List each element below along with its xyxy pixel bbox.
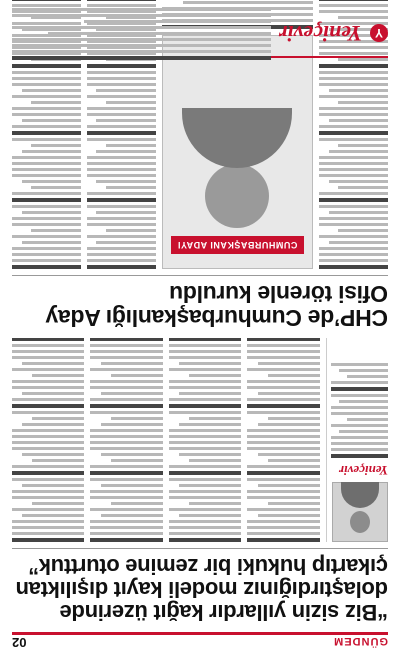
text-line — [87, 83, 156, 86]
text-line — [258, 362, 320, 365]
text-line — [22, 89, 81, 92]
text-line — [12, 107, 81, 110]
text-line — [91, 520, 164, 523]
text-line — [319, 174, 388, 177]
text-line — [91, 490, 164, 493]
text-line — [101, 484, 163, 487]
text-line — [268, 459, 320, 462]
text-line — [96, 211, 155, 214]
section-header — [12, 632, 388, 655]
text-line — [339, 400, 388, 403]
text-line — [91, 356, 164, 359]
text-line — [331, 406, 388, 409]
text-line — [12, 344, 85, 347]
text-line — [12, 0, 81, 1]
text-line — [338, 144, 388, 147]
text-line — [31, 101, 81, 104]
text-line — [91, 338, 164, 341]
text-line — [12, 356, 85, 359]
text-line — [248, 356, 321, 359]
text-line — [339, 369, 388, 372]
text-line — [331, 363, 388, 366]
text-line — [91, 532, 164, 535]
text-line — [319, 0, 388, 1]
text-line — [12, 156, 81, 159]
text-line — [248, 520, 321, 523]
text-line — [258, 484, 320, 487]
text-line — [189, 459, 241, 462]
text-line — [96, 241, 155, 244]
text-line — [91, 380, 164, 383]
text-line — [106, 101, 156, 104]
text-line — [91, 404, 164, 408]
text-line — [319, 235, 388, 238]
text-line — [87, 235, 156, 238]
imprint-text — [12, 6, 271, 61]
text-line — [248, 344, 321, 347]
text-line — [319, 77, 388, 80]
text-line — [331, 394, 388, 397]
text-line — [87, 156, 156, 159]
text-line — [331, 454, 388, 458]
text-line — [12, 162, 81, 165]
text-line — [258, 453, 320, 456]
text-line — [248, 526, 321, 529]
text-line — [329, 150, 388, 153]
main-headline: CHP’de Cumhurbaşkanlığı Aday Ofisi törenle kuruldu — [45, 281, 388, 331]
text-line — [169, 490, 242, 493]
text-line — [331, 436, 388, 439]
text-line — [319, 71, 388, 74]
photo-figure — [205, 164, 269, 228]
text-line — [87, 192, 156, 195]
text-line — [169, 447, 242, 450]
text-line — [319, 83, 388, 86]
text-line — [12, 380, 85, 383]
text-line — [87, 259, 156, 262]
text-line — [248, 538, 321, 542]
text-line — [12, 45, 271, 48]
text-line — [319, 4, 388, 7]
text-line — [96, 150, 155, 153]
text-line — [12, 83, 81, 86]
text-line — [22, 362, 84, 365]
text-line — [12, 404, 85, 408]
text-line — [169, 435, 242, 438]
text-line — [169, 471, 242, 475]
text-line — [169, 350, 242, 353]
text-line — [319, 64, 388, 68]
text-line — [258, 423, 320, 426]
text-line — [106, 186, 156, 189]
text-line — [12, 478, 85, 481]
text-line — [87, 71, 156, 74]
text-line — [179, 392, 241, 395]
text-line — [12, 235, 81, 238]
text-line — [12, 471, 85, 475]
text-line — [338, 58, 388, 61]
text-line — [87, 107, 156, 110]
divider — [12, 548, 388, 549]
text-line — [87, 95, 156, 98]
text-line — [106, 144, 156, 147]
text-line — [12, 520, 85, 523]
text-line — [319, 265, 388, 269]
text-line — [248, 435, 321, 438]
brand-name: Yeniçevir — [278, 21, 362, 46]
text-line — [91, 508, 164, 511]
text-line — [169, 538, 242, 542]
text-line — [248, 368, 321, 371]
text-line — [91, 471, 164, 475]
text-line — [338, 229, 388, 232]
text-line — [319, 205, 388, 208]
text-line — [32, 417, 84, 420]
divider — [12, 275, 388, 276]
text-line — [91, 465, 164, 468]
text-line — [319, 223, 388, 226]
text-line — [91, 496, 164, 499]
text-line — [331, 448, 388, 451]
text-line — [169, 526, 242, 529]
text-line — [22, 150, 81, 153]
text-line — [189, 374, 241, 377]
text-line — [12, 71, 81, 74]
text-line — [319, 198, 388, 202]
text-line — [12, 27, 271, 30]
text-line — [189, 417, 241, 420]
text-line — [169, 398, 242, 401]
text-line — [12, 435, 85, 438]
text-line — [169, 411, 242, 414]
text-line — [22, 211, 81, 214]
text-line — [12, 398, 85, 401]
text-line — [22, 484, 84, 487]
text-line — [12, 386, 85, 389]
text-line — [12, 9, 271, 12]
text-line — [12, 265, 81, 269]
text-line — [329, 119, 388, 122]
text-line — [12, 95, 81, 98]
text-line — [329, 180, 388, 183]
text-line — [169, 532, 242, 535]
text-line — [12, 198, 81, 202]
text-line — [248, 441, 321, 444]
photo-figure-body — [182, 108, 292, 168]
text-line — [248, 404, 321, 408]
top-story — [12, 338, 388, 542]
text-line — [189, 502, 241, 505]
text-line — [258, 514, 320, 517]
text-line — [12, 77, 81, 80]
text-line — [12, 350, 85, 353]
text-line — [91, 411, 164, 414]
text-line — [87, 77, 156, 80]
sidebar-column — [326, 338, 388, 542]
sidebar-brand: Yeniçevir — [338, 463, 388, 478]
text-line — [169, 338, 242, 341]
text-line — [12, 205, 81, 208]
text-line — [12, 64, 81, 68]
text-line — [319, 156, 388, 159]
text-line — [248, 398, 321, 401]
text-line — [22, 392, 84, 395]
text-line — [101, 514, 163, 517]
text-line — [22, 119, 81, 122]
text-line — [183, 1, 313, 4]
text-line — [87, 168, 156, 171]
brand-logo-icon: Y — [370, 24, 388, 42]
text-line — [32, 374, 84, 377]
text-line — [12, 174, 81, 177]
text-line — [31, 229, 81, 232]
text-line — [12, 39, 271, 42]
text-line — [111, 502, 163, 505]
text-line — [12, 259, 81, 262]
text-line — [87, 217, 156, 220]
text-line — [12, 168, 81, 171]
text-line — [169, 356, 242, 359]
text-line — [12, 429, 85, 432]
text-line — [12, 465, 85, 468]
text-line — [91, 398, 164, 401]
text-line — [12, 125, 81, 128]
text-line — [12, 538, 85, 542]
text-line — [22, 180, 81, 183]
text-line — [87, 247, 156, 250]
text-line — [169, 429, 242, 432]
text-line — [12, 490, 85, 493]
text-line — [87, 223, 156, 226]
text-line — [12, 113, 81, 116]
text-line — [12, 192, 81, 195]
text-line — [331, 412, 388, 415]
text-line — [91, 441, 164, 444]
text-line — [319, 95, 388, 98]
text-line — [319, 247, 388, 250]
masthead — [12, 10, 388, 58]
text-line — [258, 392, 320, 395]
text-line — [111, 417, 163, 420]
text-line — [248, 471, 321, 475]
text-line — [111, 374, 163, 377]
text-line — [331, 387, 388, 391]
text-line — [96, 119, 155, 122]
page-content — [12, 10, 388, 655]
text-line — [12, 508, 85, 511]
text-line — [248, 508, 321, 511]
text-line — [22, 423, 84, 426]
text-line — [248, 465, 321, 468]
top-headline: “Biz sizin yıllardır kağıt üzerinde dolaştırdığınız modeli kayıt dışılıktan çıkartıp hukuki bir zemine oturttuk” — [15, 554, 388, 625]
text-line — [101, 362, 163, 365]
text-line — [169, 508, 242, 511]
text-line — [319, 253, 388, 256]
text-line — [32, 459, 84, 462]
text-line — [169, 344, 242, 347]
text-line — [12, 447, 85, 450]
text-line — [91, 435, 164, 438]
text-line — [87, 253, 156, 256]
text-line — [248, 350, 321, 353]
person-photo-icon — [332, 482, 388, 542]
text-line — [169, 380, 242, 383]
text-line — [329, 211, 388, 214]
text-line — [268, 502, 320, 505]
text-line — [87, 205, 156, 208]
text-line — [91, 368, 164, 371]
text-line — [319, 259, 388, 262]
text-line — [32, 502, 84, 505]
sidebar-text — [331, 363, 388, 458]
text-line — [31, 144, 81, 147]
text-line — [91, 447, 164, 450]
text-line — [91, 526, 164, 529]
text-line — [48, 33, 271, 36]
text-line — [319, 131, 388, 135]
text-line — [96, 180, 155, 183]
text-line — [169, 368, 242, 371]
text-line — [91, 386, 164, 389]
text-line — [87, 174, 156, 177]
text-line — [248, 411, 321, 414]
text-line — [85, 21, 271, 24]
text-line — [12, 138, 81, 141]
text-line — [169, 441, 242, 444]
text-line — [248, 429, 321, 432]
text-column — [91, 338, 164, 542]
text-line — [331, 381, 388, 384]
text-line — [87, 198, 156, 202]
text-line — [12, 368, 85, 371]
text-line — [12, 526, 85, 529]
text-line — [12, 441, 85, 444]
top-story-columns — [12, 338, 320, 542]
text-line — [87, 64, 156, 68]
text-line — [12, 338, 85, 341]
text-line — [87, 162, 156, 165]
text-line — [248, 532, 321, 535]
text-line — [12, 247, 81, 250]
text-line — [96, 89, 155, 92]
text-line — [169, 404, 242, 408]
text-line — [169, 520, 242, 523]
text-line — [87, 131, 156, 135]
text-line — [12, 15, 271, 18]
text-line — [12, 253, 81, 256]
text-line — [22, 241, 81, 244]
text-line — [319, 162, 388, 165]
text-column — [248, 338, 321, 542]
text-line — [101, 392, 163, 395]
text-line — [111, 459, 163, 462]
text-line — [268, 417, 320, 420]
text-line — [319, 138, 388, 141]
text-line — [87, 265, 156, 269]
text-line — [106, 229, 156, 232]
photo-banner: CUMHURBAŞKANI ADAYI — [171, 236, 304, 254]
text-line — [22, 453, 84, 456]
text-line — [319, 125, 388, 128]
text-line — [319, 107, 388, 110]
text-line — [248, 496, 321, 499]
text-line — [169, 386, 242, 389]
text-line — [319, 192, 388, 195]
text-line — [12, 217, 81, 220]
text-line — [319, 217, 388, 220]
text-line — [347, 418, 388, 421]
text-line — [179, 514, 241, 517]
text-line — [169, 465, 242, 468]
text-column — [12, 338, 85, 542]
text-line — [248, 478, 321, 481]
text-line — [179, 453, 241, 456]
text-line — [169, 478, 242, 481]
text-line — [268, 374, 320, 377]
text-line — [87, 125, 156, 128]
text-line — [12, 57, 271, 61]
text-line — [91, 478, 164, 481]
text-line — [91, 538, 164, 542]
text-line — [248, 380, 321, 383]
text-line — [91, 344, 164, 347]
text-line — [87, 138, 156, 141]
text-line — [248, 447, 321, 450]
text-line — [338, 186, 388, 189]
text-line — [22, 514, 84, 517]
text-column — [169, 338, 242, 542]
text-line — [179, 423, 241, 426]
text-line — [319, 168, 388, 171]
text-line — [101, 423, 163, 426]
text-line — [91, 429, 164, 432]
text-line — [169, 496, 242, 499]
page-number: 02 — [12, 635, 27, 650]
text-line — [329, 89, 388, 92]
text-line — [87, 0, 156, 1]
text-line — [31, 186, 81, 189]
text-line — [12, 496, 85, 499]
text-line — [319, 113, 388, 116]
text-line — [331, 424, 388, 427]
text-line — [248, 338, 321, 341]
text-line — [329, 241, 388, 244]
text-line — [179, 362, 241, 365]
text-line — [331, 442, 388, 445]
text-line — [179, 484, 241, 487]
text-line — [248, 386, 321, 389]
text-line — [87, 113, 156, 116]
text-line — [12, 411, 85, 414]
text-line — [12, 223, 81, 226]
section-label: GÜNDEM — [333, 635, 388, 647]
text-line — [91, 350, 164, 353]
text-line — [339, 430, 388, 433]
text-line — [347, 375, 388, 378]
text-line — [101, 453, 163, 456]
text-line — [338, 101, 388, 104]
text-line — [12, 532, 85, 535]
text-line — [12, 51, 271, 54]
ceremony-photo-icon — [162, 35, 313, 269]
text-line — [248, 490, 321, 493]
text-line — [12, 131, 81, 135]
